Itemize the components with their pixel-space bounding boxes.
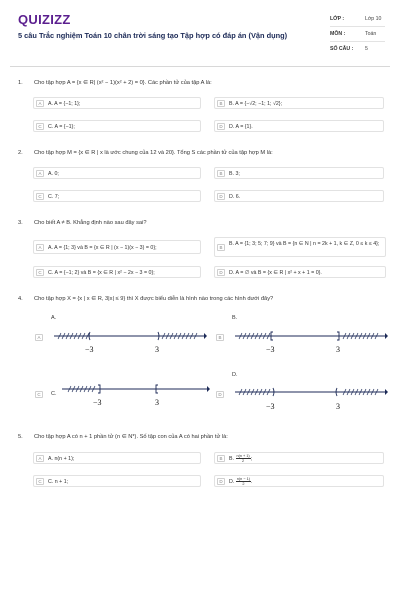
question-number: 2.: [18, 150, 23, 156]
tick-label-neg3: −3: [93, 398, 102, 407]
option-letter: C: [36, 123, 44, 130]
option-letter: C: [36, 478, 44, 485]
number-line-b: [233, 327, 388, 355]
option-text: C. 7;: [48, 194, 60, 200]
axis-arrow: [207, 386, 210, 392]
option-c[interactable]: [33, 190, 201, 202]
option-c[interactable]: [33, 389, 46, 401]
tick-label-neg3: −3: [266, 345, 275, 354]
question-number: 5.: [18, 434, 23, 440]
option-suffix: ;: [250, 455, 253, 462]
fraction-denominator: 2: [242, 459, 245, 463]
axis-arrow: [385, 333, 388, 339]
tick-label-3: 3: [155, 345, 159, 354]
option-a[interactable]: [33, 240, 201, 254]
meta-divider: [330, 26, 385, 27]
question-text: Cho tập hợp A có n + 1 phần tử (n ∈ N*). Số tập con của A có hai phần tử là:: [34, 434, 228, 440]
option-d[interactable]: [214, 190, 384, 202]
option-prefix: B.: [229, 455, 235, 462]
option-letter: D: [217, 123, 225, 130]
option-text: A. 0;: [48, 171, 59, 177]
question-text: Cho tập hợp M = {x ∈ R | x là ước chung của 12 và 20}. Tổng S các phần tử của tập hợp M là:: [34, 150, 273, 156]
option-b[interactable]: [214, 167, 384, 179]
option-letter: D: [217, 193, 225, 200]
option-text: A. n(n + 1);: [48, 456, 75, 462]
option-letter: A: [36, 455, 44, 462]
tick-label-3: 3: [336, 402, 340, 411]
option-letter: C: [36, 269, 44, 276]
option-letter: A: [36, 100, 44, 107]
figure-caption: B.: [232, 315, 238, 321]
option-letter: B: [217, 170, 225, 177]
hatch-right: [162, 333, 197, 339]
tick-label-neg3: −3: [266, 402, 275, 411]
meta-subject-label: MÔN :: [330, 31, 346, 37]
option-letter: B: [217, 100, 225, 107]
option-d[interactable]: [214, 475, 384, 487]
option-text: C. A = {−1; 2} và B = {x ∈ R | x² − 2x − 3 = 0};: [48, 270, 155, 276]
option-text: D. 6.: [229, 194, 241, 200]
option-a[interactable]: [33, 332, 46, 344]
axis-arrow: [204, 333, 207, 339]
option-c[interactable]: [33, 475, 201, 487]
option-c[interactable]: [33, 266, 201, 278]
option-text: C. n + 1;: [48, 479, 69, 485]
question-number: 1.: [18, 80, 23, 86]
option-text: D. A = {1}.: [229, 124, 253, 130]
option-b[interactable]: [214, 97, 384, 109]
question-number: 4.: [18, 296, 23, 302]
fraction-numerator: n(n + 1): [236, 454, 250, 458]
figure-caption: D.: [232, 372, 238, 378]
number-line-d: [233, 383, 388, 413]
page-title: 5 câu Trắc nghiệm Toán 10 chân trời sáng tạo Tập hợp có đáp án (Vận dụng): [18, 31, 288, 40]
quizizz-logo: QUIZIZZ: [18, 12, 71, 27]
option-letter: B: [217, 455, 225, 462]
option-a[interactable]: [33, 167, 201, 179]
meta-count-label: SỐ CÂU :: [330, 46, 354, 52]
option-d[interactable]: [214, 120, 384, 132]
tick-label-neg3: −3: [85, 345, 94, 354]
header-divider: [10, 66, 390, 67]
option-text: [229, 454, 252, 463]
tick-label-3: 3: [155, 398, 159, 407]
figure-caption: C.: [51, 391, 57, 397]
fraction: [236, 477, 251, 486]
option-a[interactable]: [33, 452, 201, 464]
option-text: C. A = {−1};: [48, 124, 75, 130]
option-letter: C: [35, 391, 43, 398]
option-text: [229, 477, 252, 486]
question-text: Cho biết A ≠ B. Khẳng định nào sau đây sai?: [34, 220, 147, 226]
option-suffix: .: [251, 478, 253, 485]
meta-count-value: 5: [365, 46, 368, 52]
option-a[interactable]: [33, 97, 201, 109]
meta-class-label: LỚP :: [330, 16, 345, 22]
meta-class-value: Lớp 10: [365, 16, 382, 22]
question-number: 3.: [18, 220, 23, 226]
option-d[interactable]: [214, 389, 227, 401]
option-letter: B: [216, 334, 224, 341]
option-prefix: D.: [229, 478, 235, 485]
option-b[interactable]: [214, 332, 227, 344]
option-letter: A: [36, 170, 44, 177]
option-b[interactable]: [214, 452, 384, 464]
option-letter: B: [217, 244, 225, 251]
option-text: D. A = ∅ và B = {x ∈ R | x² + x + 1 = 0}.: [229, 270, 322, 276]
option-text: B. A = {−√2; −1; 1; √2};: [229, 101, 283, 107]
number-line-a: [52, 327, 207, 355]
fraction-denominator: 2: [242, 482, 245, 486]
question-text: Cho tập hợp A = {x ∈ R| (x² − 1)(x² + 2) = 0}. Các phần tử của tập A là:: [34, 80, 212, 86]
axis-arrow: [385, 389, 388, 395]
option-text: B. A = {1; 3; 5; 7; 9} và B = {n ∈ N | n = 2k + 1, k ∈ Z, 0 ≤ k ≤ 4};: [229, 241, 380, 247]
option-letter: D: [217, 269, 225, 276]
option-text: B. 3;: [229, 171, 240, 177]
option-letter: D: [216, 391, 224, 398]
meta-subject-value: Toán: [365, 31, 377, 37]
option-text: A. A = {−1; 1};: [48, 101, 81, 107]
option-c[interactable]: [33, 120, 201, 132]
meta-divider: [330, 41, 385, 42]
hatch-right: [343, 333, 378, 339]
fraction-numerator: n(n − 1): [236, 477, 250, 481]
option-letter: C: [36, 193, 44, 200]
tick-label-3: 3: [336, 345, 340, 354]
question-text: Cho tập hợp X = {x | x ∈ R, 3|x| ≤ 9} thì X được biểu diễn là hình nào trong các hình dưới đây?: [34, 296, 274, 302]
option-letter: A: [36, 244, 44, 251]
number-line-c: [60, 380, 210, 408]
option-d[interactable]: [214, 266, 386, 278]
option-text: A. A = {1; 3} và B = {x ∈ R | (x − 1)(x − 3) = 0};: [48, 245, 157, 251]
option-b[interactable]: [214, 237, 386, 257]
hatch-right: [343, 389, 378, 395]
fraction: [236, 454, 251, 463]
option-letter: A: [35, 334, 43, 341]
figure-caption: A.: [51, 315, 57, 321]
option-letter: D: [217, 478, 225, 485]
